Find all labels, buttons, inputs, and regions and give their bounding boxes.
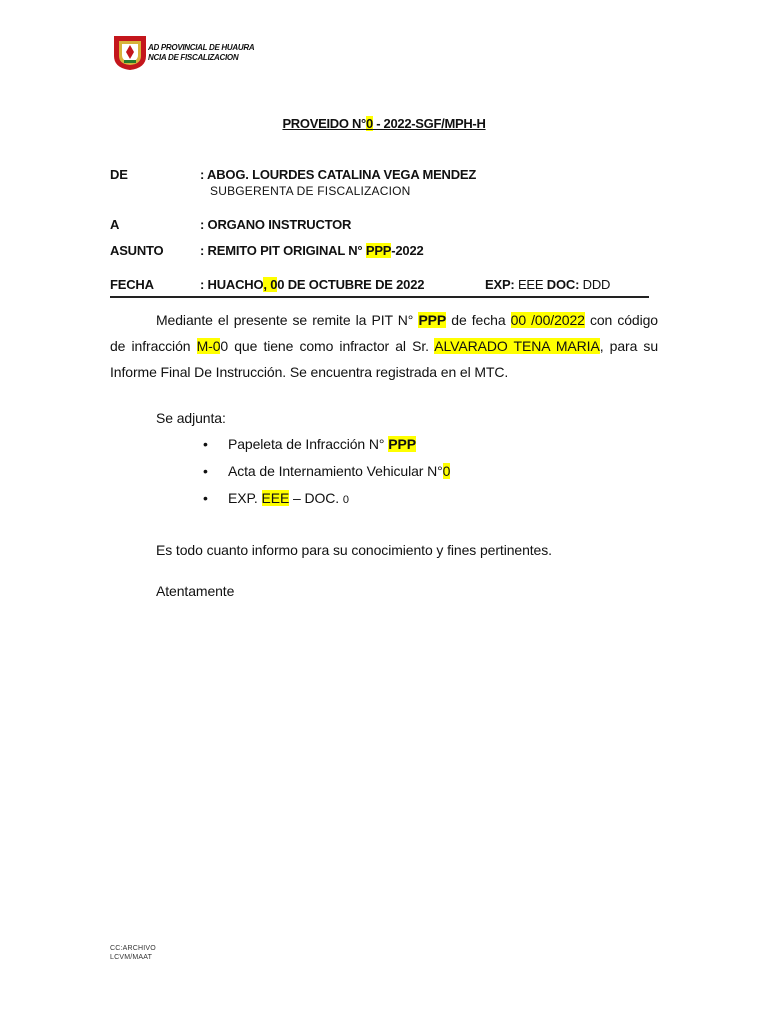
fecha-label: FECHA xyxy=(110,277,154,292)
a-label: A xyxy=(110,217,120,232)
attach-intro: Se adjunta: xyxy=(156,410,226,426)
asunto-value: : REMITO PIT ORIGINAL N° PPP-2022 xyxy=(200,243,424,258)
attachment-item-1: Papeleta de Infracción N° PPP xyxy=(228,436,416,452)
de-value: : ABOG. LOURDES CATALINA VEGA MENDEZ xyxy=(200,167,477,182)
footer-cc: CC:ARCHIVO xyxy=(110,945,156,952)
signoff-text: Atentamente xyxy=(156,583,235,599)
body-paragraph: Mediante el presente se remite la PIT N° PPP de fecha 00 /00/2022 con código de infracción M-00 que tiene como infractor al Sr. ALVARADO TENA MARIA, para su Informe Final De Instrucción. Se encuentra registrada en el MTC. xyxy=(110,312,659,380)
asunto-label: ASUNTO xyxy=(110,243,164,258)
attachment-item-2: Acta de Internamiento Vehicular N°0 xyxy=(228,463,451,479)
footer-initials: LCVM/MAAT xyxy=(110,954,153,961)
bullet-1: • xyxy=(203,436,208,452)
header-divider xyxy=(110,296,649,298)
bullet-3: • xyxy=(203,490,208,506)
fecha-value: : HUACHO, 00 DE OCTUBRE DE 2022 xyxy=(200,277,425,292)
closing-text: Es todo cuanto informo para su conocimiento y fines pertinentes. xyxy=(156,542,552,558)
de-label: DE xyxy=(110,167,128,182)
a-value: : ORGANO INSTRUCTOR xyxy=(200,217,352,232)
document-title: PROVEIDO N°0 - 2022-SGF/MPH-H xyxy=(282,116,486,131)
attachment-item-3: EXP. EEE – DOC. 0 xyxy=(228,490,349,506)
exp-doc-line: EXP: EEE DOC: DDD xyxy=(485,277,611,292)
bullet-2: • xyxy=(203,463,208,479)
header-line-1: AD PROVINCIAL DE HUAURA xyxy=(148,43,255,52)
de-subtitle: SUBGERENTA DE FISCALIZACION xyxy=(210,184,411,198)
header-line-2: NCIA DE FISCALIZACION xyxy=(148,53,239,62)
municipal-seal-icon xyxy=(110,32,150,72)
